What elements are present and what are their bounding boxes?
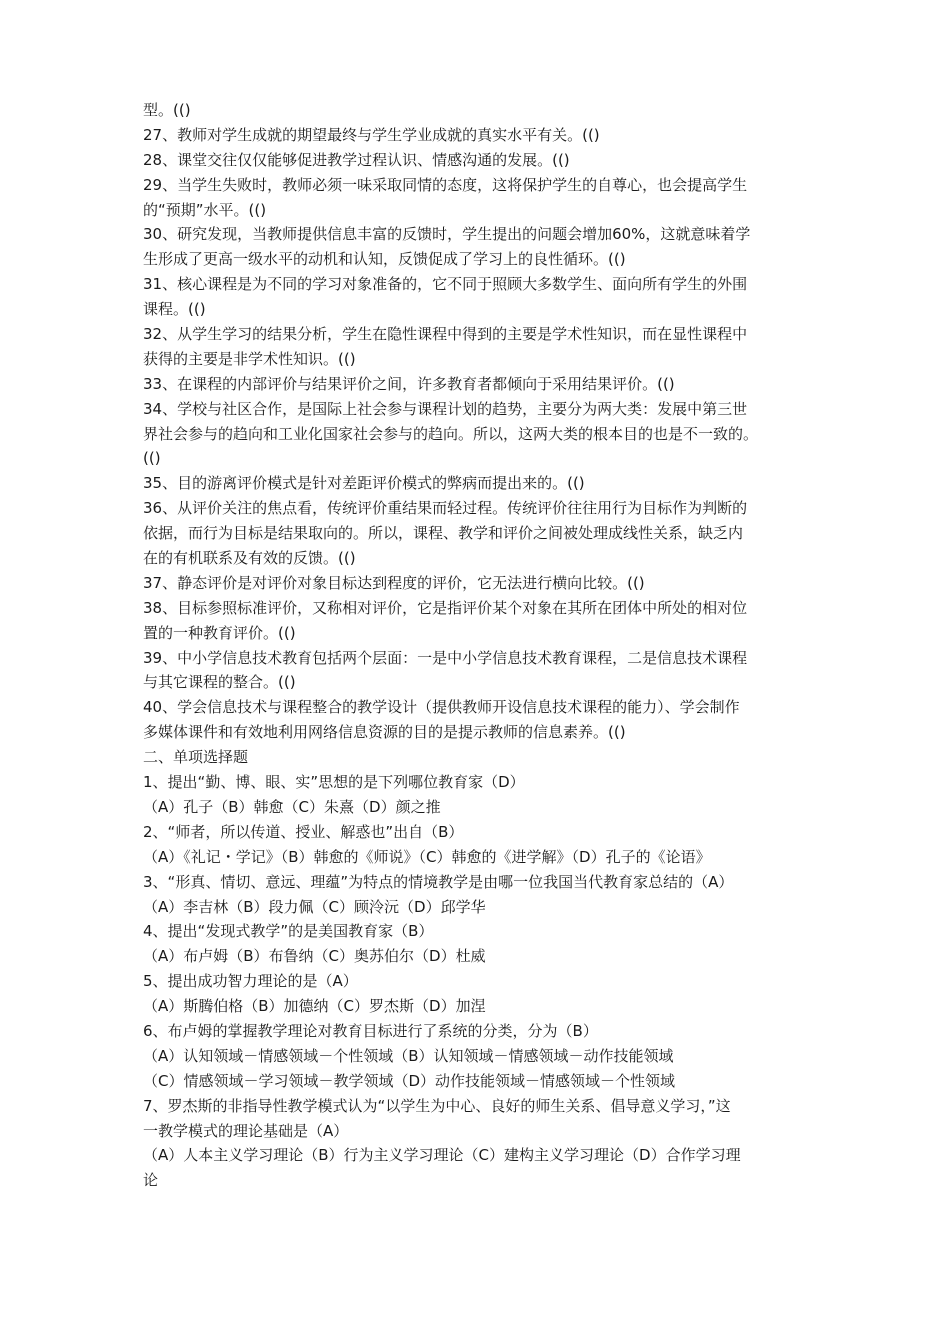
text-line: 多媒体课件和有效地利用网络信息资源的目的是提示教师的信息素养。(() xyxy=(143,723,626,742)
options-line: （C）情感领域－学习领域－教学领域（D）动作技能领域－情感领域－个性领域 xyxy=(143,1071,676,1090)
text-line: 28、课堂交往仅仅能够促进教学过程认识、情感沟通的发展。(() xyxy=(143,150,570,169)
section-heading: 二、单项选择题 xyxy=(143,748,249,767)
text-line: 31、核心课程是为不同的学习对象准备的，它不同于照顾大多数学生、面向所有学生的外围 xyxy=(143,275,748,294)
text-line: 依据，而行为目标是结果取向的。所以，课程、教学和评价之间被处理成线性关系，缺乏内 xyxy=(143,524,744,543)
options-line: （A）李吉林（B）段力佩（C）顾泠沅（D）邱学华 xyxy=(143,897,486,916)
text-line: 39、中小学信息技术教育包括两个层面：一是中小学信息技术教育课程，二是信息技术课程 xyxy=(143,648,748,667)
text-line: 37、静态评价是对评价对象目标达到程度的评价，它无法进行横向比较。(() xyxy=(143,573,645,592)
text-line: 30、研究发现，当教师提供信息丰富的反馈时，学生提出的问题会增加60%，这就意味着学 xyxy=(143,225,751,244)
text-line: 40、学会信息技术与课程整合的教学设计（提供教师开设信息技术课程的能力）、学会制作 xyxy=(143,698,740,717)
text-line: 的“预期”水平。(() xyxy=(143,200,267,219)
options-line: （A）孔子（B）韩愈（C）朱熹（D）颜之推 xyxy=(143,797,441,816)
question-line: 4、提出“发现式教学”的是美国教育家（B） xyxy=(143,922,434,941)
text-line: 33、在课程的内部评价与结果评价之间，许多教育者都倾向于采用结果评价。(() xyxy=(143,374,675,393)
text-line: 34、学校与社区合作，是国际上社会参与课程计划的趋势，主要分为两大类：发展中第三世 xyxy=(143,399,748,418)
text-line: 生形成了更高一级水平的动机和认知，反馈促成了学习上的良性循环。(() xyxy=(143,250,626,269)
text-line: 课程。(() xyxy=(143,300,206,319)
options-line: （A）布卢姆（B）布鲁纳（C）奥苏伯尔（D）杜威 xyxy=(143,947,486,966)
options-line: 论 xyxy=(143,1171,159,1190)
question-line: 7、罗杰斯的非指导性教学模式认为“以学生为中心、良好的师生关系、倡导意义学习，”这 xyxy=(143,1096,731,1115)
text-line: 型。(() xyxy=(143,101,191,119)
options-line: （A）斯腾伯格（B）加德纳（C）罗杰斯（D）加涅 xyxy=(143,997,486,1016)
text-line: 27、教师对学生成就的期望最终与学生学业成就的真实水平有关。(() xyxy=(143,125,600,144)
text-line: 置的一种教育评价。(() xyxy=(143,623,296,642)
options-line: （A）《礼记・学记》（B）韩愈的《师说》（C）韩愈的《进学解》（D）孔子的《论语》 xyxy=(143,847,711,866)
text-line: 29、当学生失败时，教师必须一味采取同情的态度，这将保护学生的自尊心，也会提高学生 xyxy=(143,175,748,194)
text-line: 38、目标参照标准评价，又称相对评价，它是指评价某个对象在其所在团体中所处的相对位 xyxy=(143,598,748,617)
question-line: 6、布卢姆的掌握教学理论对教育目标进行了系统的分类，分为（B） xyxy=(143,1021,598,1040)
text-line: 36、从评价关注的焦点看，传统评价重结果而轻过程。传统评价往往用行为目标作为判断的 xyxy=(143,499,748,518)
text-line: 32、从学生学习的结果分析，学生在隐性课程中得到的主要是学术性知识，而在显性课程中 xyxy=(143,325,748,344)
text-line: (() xyxy=(143,449,161,468)
options-line: （A）认知领域－情感领域－个性领域（B）认知领域－情感领域－动作技能领域 xyxy=(143,1046,674,1065)
document-page xyxy=(143,98,823,1193)
text-line: 在的有机联系及有效的反馈。(() xyxy=(143,549,356,568)
question-line: 5、提出成功智力理论的是（A） xyxy=(143,972,358,991)
text-line: 界社会参与的趋向和工业化国家社会参与的趋向。所以，这两大类的根本目的也是不一致的。 xyxy=(143,424,759,443)
options-line: （A）人本主义学习理论（B）行为主义学习理论（C）建构主义学习理论（D）合作学习理 xyxy=(143,1146,741,1165)
question-line: 一教学模式的理论基础是（A） xyxy=(143,1121,349,1140)
question-line: 1、提出“勤、博、眼、实”思想的是下列哪位教育家（D） xyxy=(143,773,525,792)
question-line: 2、“师者，所以传道、授业、解惑也”出自（B） xyxy=(143,822,464,841)
text-line: 与其它课程的整合。(() xyxy=(143,673,296,692)
text-line: 获得的主要是非学术性知识。(() xyxy=(143,349,356,368)
question-line: 3、“形真、情切、意远、理蕴”为特点的情境教学是由哪一位我国当代教育家总结的（A） xyxy=(143,872,734,891)
text-line: 35、目的游离评价模式是针对差距评价模式的弊病而提出来的。(() xyxy=(143,474,585,493)
